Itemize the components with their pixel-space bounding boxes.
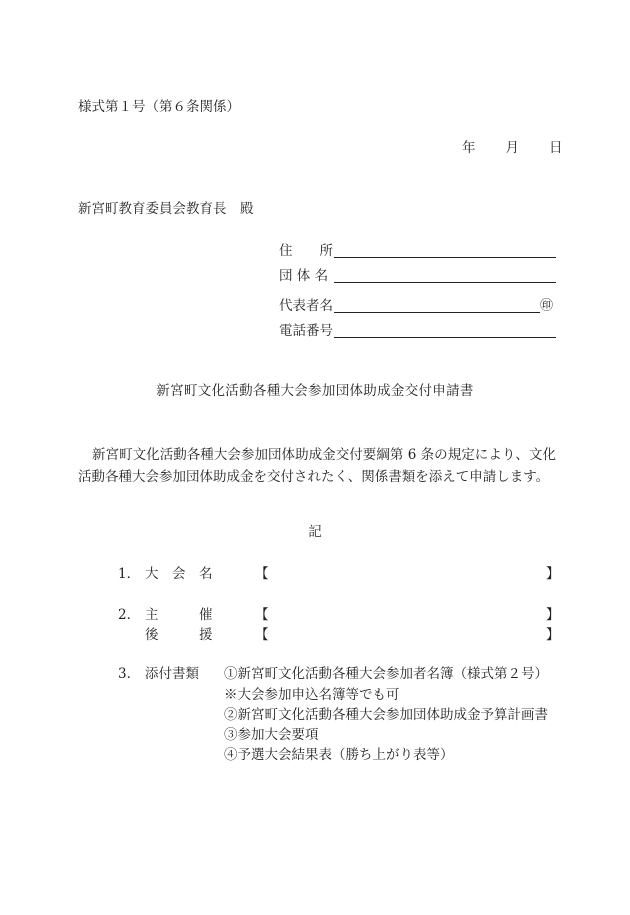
- group-name-field: [279, 268, 556, 283]
- support-label: 後 援: [145, 627, 213, 643]
- tournament-number: 1．: [118, 566, 141, 582]
- group-name-line: [334, 268, 556, 283]
- document-title: 新宮町文化活動各種大会参加団体助成金交付申請書: [156, 383, 474, 399]
- sponsor-number: 2．: [118, 607, 141, 623]
- date-line: [462, 142, 563, 156]
- attachments-label: 添付書類: [145, 666, 199, 682]
- representative-field: [279, 298, 553, 313]
- body-text: 新宮町文化活動各種大会参加団体助成金交付要綱第 6 条の規定により、文化活動各種大会参加団体助成金を交付されたく、関係書類を添えて申請します。: [78, 447, 556, 485]
- address-label: 住 所: [279, 242, 333, 259]
- address-field: [279, 243, 556, 258]
- tournament-label: 大 会 名: [145, 566, 213, 582]
- date-day: 日: [549, 140, 563, 156]
- sponsor-bracket-open: 【: [255, 607, 269, 623]
- support-bracket-open: 【: [255, 627, 269, 643]
- attachment-item: ③参加大会要項: [224, 727, 319, 743]
- date-month: 月: [505, 140, 519, 156]
- date-year: 年: [462, 140, 476, 156]
- group-name-label: 団 体 名: [279, 267, 329, 284]
- attachment-item: ①新宮町文化活動各種大会参加者名簿（様式第２号）: [224, 666, 548, 682]
- support-bracket-close: 】: [546, 627, 560, 643]
- phone-field: [279, 323, 556, 338]
- seal-mark: ㊞: [540, 298, 554, 314]
- representative-label: 代表者名: [279, 297, 333, 314]
- attachment-note: ※大会参加申込名簿等でも可: [224, 687, 400, 703]
- tournament-bracket-open: 【: [255, 566, 269, 582]
- address-line: [334, 243, 556, 258]
- tournament-bracket-close: 】: [546, 566, 560, 582]
- representative-line: [334, 298, 540, 313]
- ki-heading: 記: [308, 524, 322, 540]
- sponsor-label: 主 催: [145, 607, 213, 623]
- attachment-item: ②新宮町文化活動各種大会参加団体助成金予算計画書: [224, 707, 548, 723]
- form-number: 様式第１号（第６条関係）: [78, 99, 240, 115]
- addressee: 新宮町教育委員会教育長 殿: [78, 201, 254, 217]
- phone-label: 電話番号: [279, 322, 333, 339]
- sponsor-bracket-close: 】: [546, 607, 560, 623]
- attachments-number: 3．: [118, 666, 141, 682]
- phone-line: [334, 323, 556, 338]
- attachment-item: ④予選大会結果表（勝ち上がり表等）: [224, 747, 454, 763]
